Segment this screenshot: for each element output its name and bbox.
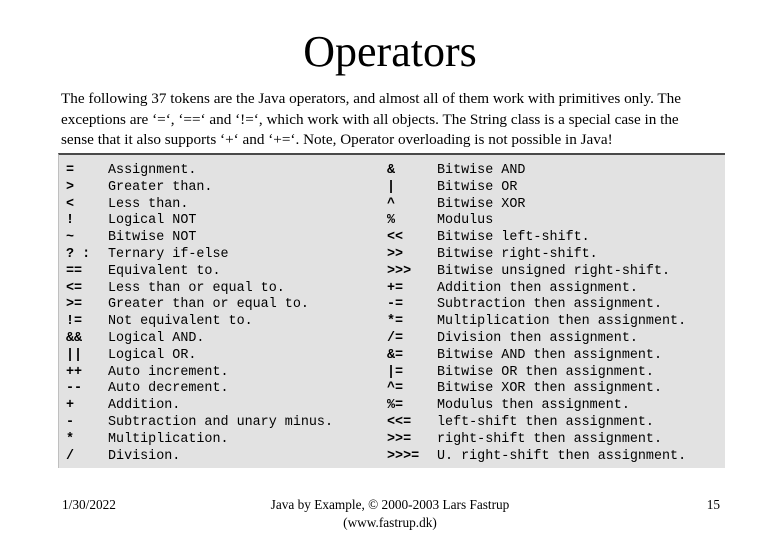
operator-symbol: = (66, 163, 75, 178)
operator-description: Less than. (108, 196, 189, 212)
operator-row (59, 432, 333, 449)
operator-symbol: ^ (387, 196, 396, 212)
intro-line: exceptions are ‘=‘, ‘==‘ and ‘!=‘, which work with all objects. The String class is a special case in the (61, 110, 679, 128)
operator-row (59, 398, 333, 415)
operator-row (386, 281, 686, 298)
footer-copyright-line: Java by Example, © 2000-2003 Lars Fastrup (270, 497, 510, 512)
operator-symbol: == (66, 263, 83, 279)
operator-description: Bitwise XOR then assignment. (437, 381, 662, 397)
operator-description: Addition. (108, 398, 181, 414)
operator-symbol: /= (387, 330, 404, 346)
operator-symbol: >= (66, 297, 83, 313)
operator-description: Bitwise AND then assignment. (437, 347, 662, 363)
operator-symbol: -= (387, 297, 404, 313)
operator-description: Bitwise right-shift. (437, 246, 598, 262)
operator-symbol: ++ (66, 364, 83, 380)
operator-row (386, 247, 686, 264)
operator-symbol: - (66, 414, 75, 430)
operator-description: Ternary if-else (108, 246, 229, 262)
operator-row (59, 297, 333, 314)
operator-description: left-shift then assignment. (437, 414, 654, 430)
operator-symbol: ? : (66, 246, 91, 262)
operator-row (59, 197, 333, 214)
operator-description: U. right-shift then assignment. (437, 448, 687, 464)
operator-description: Greater than or equal to. (108, 297, 309, 313)
operator-symbol: & (387, 163, 396, 178)
operator-symbol: | (387, 179, 396, 195)
operator-description: Bitwise left-shift. (437, 230, 590, 246)
operator-symbol: %= (387, 398, 404, 414)
operator-row (386, 297, 686, 314)
slide-title: Operators (303, 27, 477, 76)
operator-description: Not equivalent to. (108, 314, 253, 330)
operator-description: Auto increment. (108, 364, 229, 380)
operator-description: Bitwise OR (437, 179, 518, 195)
operator-symbol: >>= (387, 431, 412, 447)
operator-symbol: &= (387, 347, 404, 363)
operator-row (59, 381, 333, 398)
operator-row (59, 331, 333, 348)
operator-description: Equivalent to. (108, 263, 221, 279)
operator-row (386, 398, 686, 415)
operator-symbol: ~ (66, 230, 75, 246)
operator-row (386, 197, 686, 214)
operator-description: Multiplication then assignment. (437, 314, 687, 330)
operator-row (59, 213, 333, 230)
operator-row (59, 415, 333, 432)
operator-symbol: ^= (387, 381, 404, 397)
operators-table (58, 153, 725, 468)
operator-row (386, 365, 686, 382)
operator-symbol: / (66, 448, 75, 464)
intro-line: sense that it also supports ‘+‘ and ‘+=‘. Note, Operator overloading is not possible in Java! (61, 131, 613, 148)
operator-symbol: <<= (387, 414, 412, 430)
operator-symbol: ! (66, 213, 75, 229)
operator-row (59, 230, 333, 247)
operator-symbol: |= (387, 364, 404, 380)
operator-symbol: < (66, 196, 75, 212)
operator-description: Modulus then assignment. (437, 398, 630, 414)
operator-symbol: >> (387, 246, 404, 262)
operator-symbol: > (66, 179, 75, 195)
operator-symbol: + (66, 398, 75, 414)
operator-row (386, 381, 686, 398)
operator-symbol: % (387, 213, 396, 229)
operator-description: Subtraction and unary minus. (108, 414, 333, 430)
footer-copyright (250, 496, 530, 532)
operator-row (386, 331, 686, 348)
footer-date: 1/30/2022 (62, 497, 116, 512)
operator-row (59, 365, 333, 382)
operator-description: Subtraction then assignment. (437, 297, 662, 313)
operator-symbol: || (66, 347, 83, 363)
operator-symbol: << (387, 230, 404, 246)
operator-row (59, 247, 333, 264)
operator-description: Bitwise OR then assignment. (437, 364, 654, 380)
operator-symbol: != (66, 314, 83, 330)
operator-row (386, 264, 686, 281)
operator-description: Bitwise XOR (437, 196, 526, 212)
operator-row (386, 415, 686, 432)
operator-row (386, 213, 686, 230)
operators-column-right (386, 163, 686, 465)
operator-row (386, 230, 686, 247)
operator-row (59, 449, 333, 466)
operator-symbol: += (387, 280, 404, 296)
footer-website: (www.fastrup.dk) (343, 515, 437, 530)
operator-symbol: *= (387, 314, 404, 330)
operator-symbol: -- (66, 381, 83, 397)
operator-symbol: * (66, 431, 75, 447)
operator-row (59, 348, 333, 365)
operator-description: Bitwise NOT (108, 230, 197, 246)
intro-line: The following 37 tokens are the Java operators, and almost all of them work with primitives only. The (61, 90, 682, 107)
operator-row (59, 281, 333, 298)
operator-row (386, 180, 686, 197)
operator-description: Bitwise AND (437, 163, 526, 178)
operator-description: Multiplication. (108, 431, 229, 447)
operator-description: Less than or equal to. (108, 280, 285, 296)
operator-description: Logical AND. (108, 330, 205, 346)
operator-row (386, 449, 686, 466)
operator-row (386, 348, 686, 365)
operator-row (59, 264, 333, 281)
operator-symbol: <= (66, 280, 83, 296)
intro-paragraph (61, 89, 731, 151)
page-number: 15 (706, 497, 720, 512)
operator-description: Auto decrement. (108, 381, 229, 397)
operator-row (59, 314, 333, 331)
operator-row (386, 314, 686, 331)
operator-row (59, 163, 333, 180)
operator-row (386, 163, 686, 180)
operator-description: Logical NOT (108, 213, 197, 229)
operator-description: Addition then assignment. (437, 280, 638, 296)
operator-row (59, 180, 333, 197)
operator-description: Assignment. (108, 163, 197, 178)
operator-symbol: && (66, 330, 83, 346)
operator-description: Greater than. (108, 179, 213, 195)
operator-description: Division then assignment. (437, 330, 638, 346)
operator-description: Division. (108, 448, 181, 464)
operator-symbol: >>> (387, 263, 412, 279)
operator-description: Modulus (437, 213, 494, 229)
operator-description: Logical OR. (108, 347, 197, 363)
operator-row (386, 432, 686, 449)
operator-description: right-shift then assignment. (437, 431, 662, 447)
operator-symbol: >>>= (387, 448, 420, 464)
operator-description: Bitwise unsigned right-shift. (437, 263, 671, 279)
operators-column-left (59, 163, 333, 465)
